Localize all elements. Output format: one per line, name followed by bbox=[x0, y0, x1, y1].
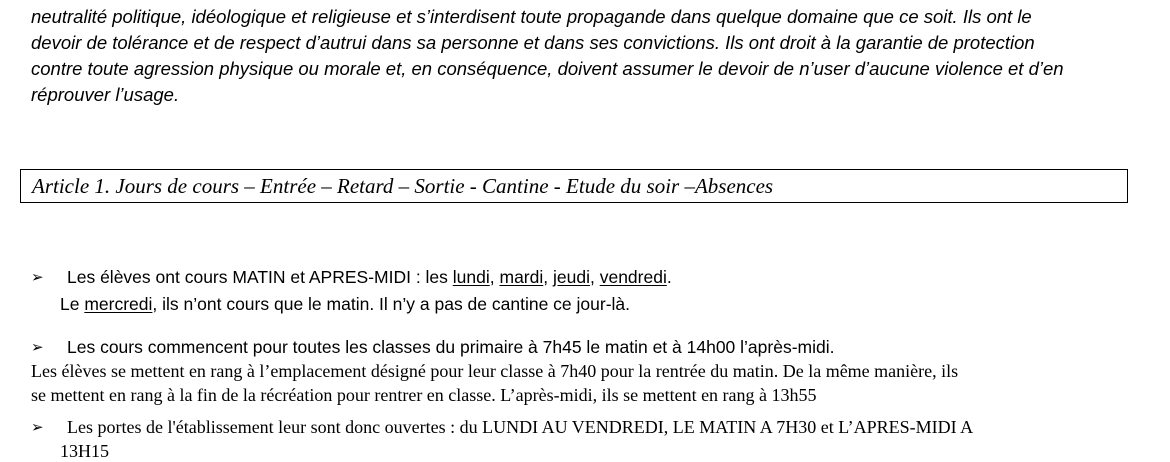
bullet-item-schedule bbox=[67, 266, 672, 288]
bullet-text: Les élèves ont cours MATIN et APRES-MIDI : les bbox=[67, 267, 453, 287]
intro-line: neutralité politique, idéologique et religieuse et s’interdisent toute propagande dans quelque domaine que ce soit. Ils ont le bbox=[31, 6, 1032, 27]
paragraph-line-partial: 13H15 bbox=[60, 441, 109, 461]
day-vendredi: vendredi bbox=[599, 267, 667, 287]
bullet-arrow-icon: ➢ bbox=[31, 418, 44, 436]
article-title: Article 1. Jours de cours – Entrée – Retard – Sortie - Cantine - Etude du soir –Absences bbox=[32, 174, 774, 198]
bullet-item-opening-hours: Les portes de l'établissement leur sont donc ouvertes : du LUNDI AU VENDREDI, LE MATIN A 7H30 et L’APRES-MIDI A bbox=[67, 417, 974, 437]
day-mercredi: mercredi bbox=[84, 294, 153, 314]
day-lundi: lundi bbox=[452, 267, 490, 287]
intro-line: réprouver l’usage. bbox=[31, 84, 180, 105]
separator: , bbox=[489, 267, 500, 287]
bullet-arrow-icon: ➢ bbox=[31, 268, 44, 286]
day-jeudi: jeudi bbox=[553, 267, 590, 287]
period: . bbox=[666, 267, 672, 287]
intro-line: contre toute agression physique ou morale et, en conséquence, doivent assumer le devoir de n’user d’aucune violence et d’en bbox=[31, 58, 1064, 79]
article-heading-box bbox=[20, 169, 1128, 203]
day-mardi: mardi bbox=[499, 267, 544, 287]
bullet-item-schedule-continued bbox=[60, 293, 630, 315]
separator: , bbox=[543, 267, 553, 287]
separator: , bbox=[589, 267, 600, 287]
bullet-text: , ils n’ont cours que le matin. Il n’y a pas de cantine ce jour-là. bbox=[152, 294, 631, 314]
bullet-arrow-icon: ➢ bbox=[31, 338, 44, 356]
paragraph-line: Les élèves se mettent en rang à l’emplacement désigné pour leur classe à 7h40 pour la rentrée du matin. De la même manière, ils bbox=[31, 361, 959, 381]
bullet-text: Le bbox=[60, 294, 85, 314]
bullet-item-start-times: Les cours commencent pour toutes les classes du primaire à 7h45 le matin et à 14h00 l’après-midi. bbox=[67, 337, 835, 357]
paragraph-line: se mettent en rang à la fin de la récréation pour rentrer en classe. L’après-midi, ils se mettent en rang à 13h55 bbox=[31, 385, 817, 405]
intro-paragraph bbox=[31, 4, 1131, 108]
intro-line: devoir de tolérance et de respect d’autrui dans sa personne et dans ses convictions. Ils ont droit à la garantie de protection bbox=[31, 32, 1035, 53]
